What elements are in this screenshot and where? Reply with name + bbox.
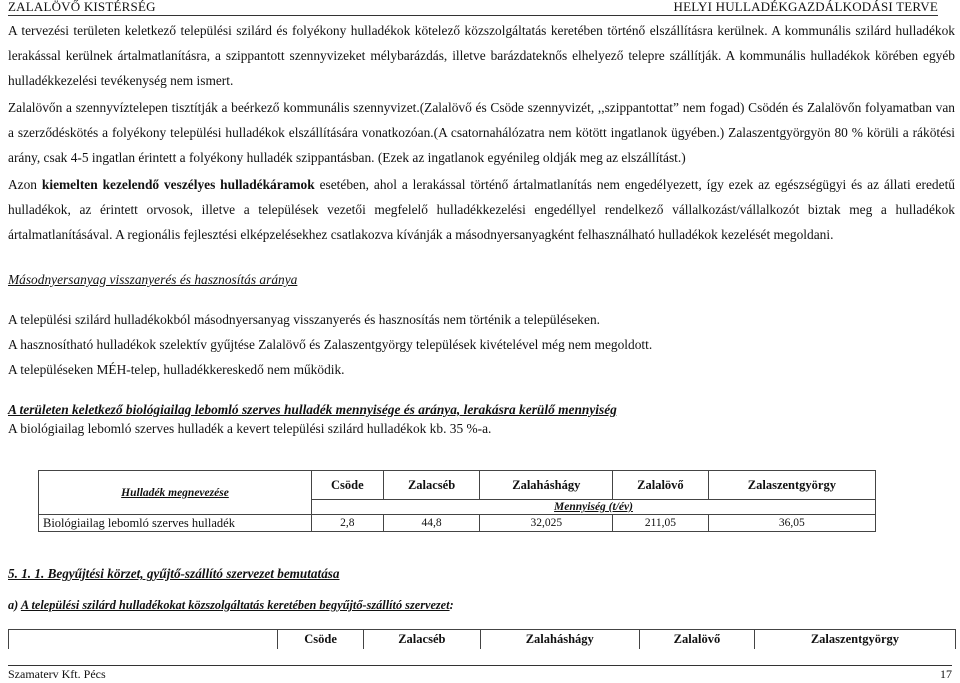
biodegradable-waste-table: [38, 470, 876, 532]
table2-blank-cell: [9, 630, 278, 650]
table2-col-zalacseb: Zalacséb: [364, 630, 480, 650]
header-right: HELYI HULLADÉKGAZDÁLKODÁSI TERVE: [673, 0, 938, 14]
table-row: [39, 515, 876, 532]
header-left: ZALALÖVŐ KISTÉRSÉG: [8, 0, 156, 14]
heading-biodegradable: A területen keletkező biológiailag lebomló szerves hulladék mennyisége és aránya, lerakásra kerülő mennyiség: [8, 402, 617, 417]
table1-value-csode: 2,8: [312, 515, 384, 532]
page-footer: [8, 665, 952, 683]
table1-value-zalalovo: 211,05: [613, 515, 709, 532]
hazardous-pre: Azon: [8, 177, 42, 192]
table1-row-label: Biológiailag lebomló szerves hulladék: [39, 515, 312, 532]
hazardous-bold: kiemelten kezelendő veszélyes hulladékáramok: [41, 177, 315, 192]
hazardous-post: esetében, ahol a lerakással történő ártalmatlanítás nem engedélyezett, így ezek az egészségügyi és az állati eredetű hulladékok, az érintett orvosok, illetve a települések vezetői megfelelő hulladékkezelési engedéllyel rendelkező vállalkozást/vállalkozót biztak meg a hulladékok ártalmatlanításával. A regionális fejlesztési elképzelésekhez csatlakozva kívánják a másodnyersanyagként felhasználható hulladékok kezelését megoldani.: [8, 177, 955, 242]
table2-col-zalalovo: Zalalövő: [639, 630, 754, 650]
table1-value-zalaszentgyorgy: 36,05: [708, 515, 875, 532]
collector-table: [8, 629, 956, 649]
table1-col-zalaszentgyorgy: Zalaszentgyörgy: [708, 471, 875, 500]
table1-col-zalacseb: Zalacséb: [383, 471, 480, 500]
paragraph-selective-collection: A hasznosítható hulladékok szelektív gyűjtése Zalalövő és Zalaszentgyörgy települések kivételével még nem megoldott.: [8, 337, 653, 352]
section-heading: 5. 1. 1. Begyűjtési körzet, gyűjtő-szállító szervezet bemutatása: [8, 566, 340, 581]
document-body: [8, 18, 955, 439]
table2-col-zalaszentgyorgy: Zalaszentgyörgy: [754, 630, 955, 650]
paragraph-wastewater: Zalalövőn a szennyvíztelepen tisztítják a beérkező kommunális szennyvizet.(Zalalövő és Csöde szennyvizét, ,,szippantottat” nem fogad) Csödén és Zalalövőn folyamatban van a szerződéskötés a folyékony települési hulladékok elszállítására vonatkozóan.(A csatornahálózatra nem kötött ingatlanok ügyében.) Zalaszentgyörgyön 80 % körüli a rákötési arány, csak 4-5 ingatlan érintett a folyékony hulladék szippantásban. (Ezek az ingatlanok egyénileg oldják meg az elszállítást.): [8, 100, 955, 165]
paragraph-solid-waste: A tervezési területen keletkező települési szilárd és folyékony hulladékok kötelező közszolgáltatás keretében történő elszállításra kerülnek. A kommunális szilárd hulladékok lerakással kerülnek ártalmatlanításra, a szippantott szennyvizeket mélybarázdás, illetve barázdateknős elhelyező telepre szállítják. A kommunális hulladékok körében egyéb hulladékkezelési tevékenység nem ismert.: [8, 23, 955, 88]
table1-name-header: Hulladék megnevezése: [39, 471, 312, 515]
table1-col-zalahashagy: Zalaháshágy: [480, 471, 613, 500]
table2-col-csode: Csöde: [278, 630, 364, 650]
paragraph-hazardous: [8, 172, 955, 247]
table2-col-zalahashagy: Zalaháshágy: [480, 630, 639, 650]
heading-secondary-raw-material: Másodnyersanyag visszanyerés és hasznosítás aránya: [8, 272, 298, 287]
table1-col-zalalovo: Zalalövő: [613, 471, 709, 500]
subheading-prefix: a): [8, 598, 21, 612]
table1-value-zalahashagy: 32,025: [480, 515, 613, 532]
page-number: 17: [940, 667, 952, 681]
table1-col-csode: Csöde: [312, 471, 384, 500]
table1-unit: Mennyiség (t/év): [312, 500, 876, 515]
subheading-suffix: :: [449, 598, 454, 612]
subheading-text: A települési szilárd hulladékokat közszolgáltatás keretében begyűjtő-szállító szervezet: [20, 598, 450, 612]
paragraph-recovery: A települési szilárd hulladékokból másodnyersanyag visszanyerés és hasznosítás nem történik a településeken.: [8, 312, 600, 327]
table1-value-zalacseb: 44,8: [383, 515, 480, 532]
subheading-collector: [8, 598, 454, 613]
footer-company: Szamaterv Kft. Pécs: [8, 667, 106, 681]
paragraph-meh: A településeken MÉH-telep, hulladékkereskedő nem működik.: [8, 362, 345, 377]
paragraph-biodegradable-share: A biológiailag lebomló szerves hulladék a kevert települési szilárd hulladékok kb. 35 %-a.: [8, 421, 492, 436]
page-header: [8, 0, 938, 16]
